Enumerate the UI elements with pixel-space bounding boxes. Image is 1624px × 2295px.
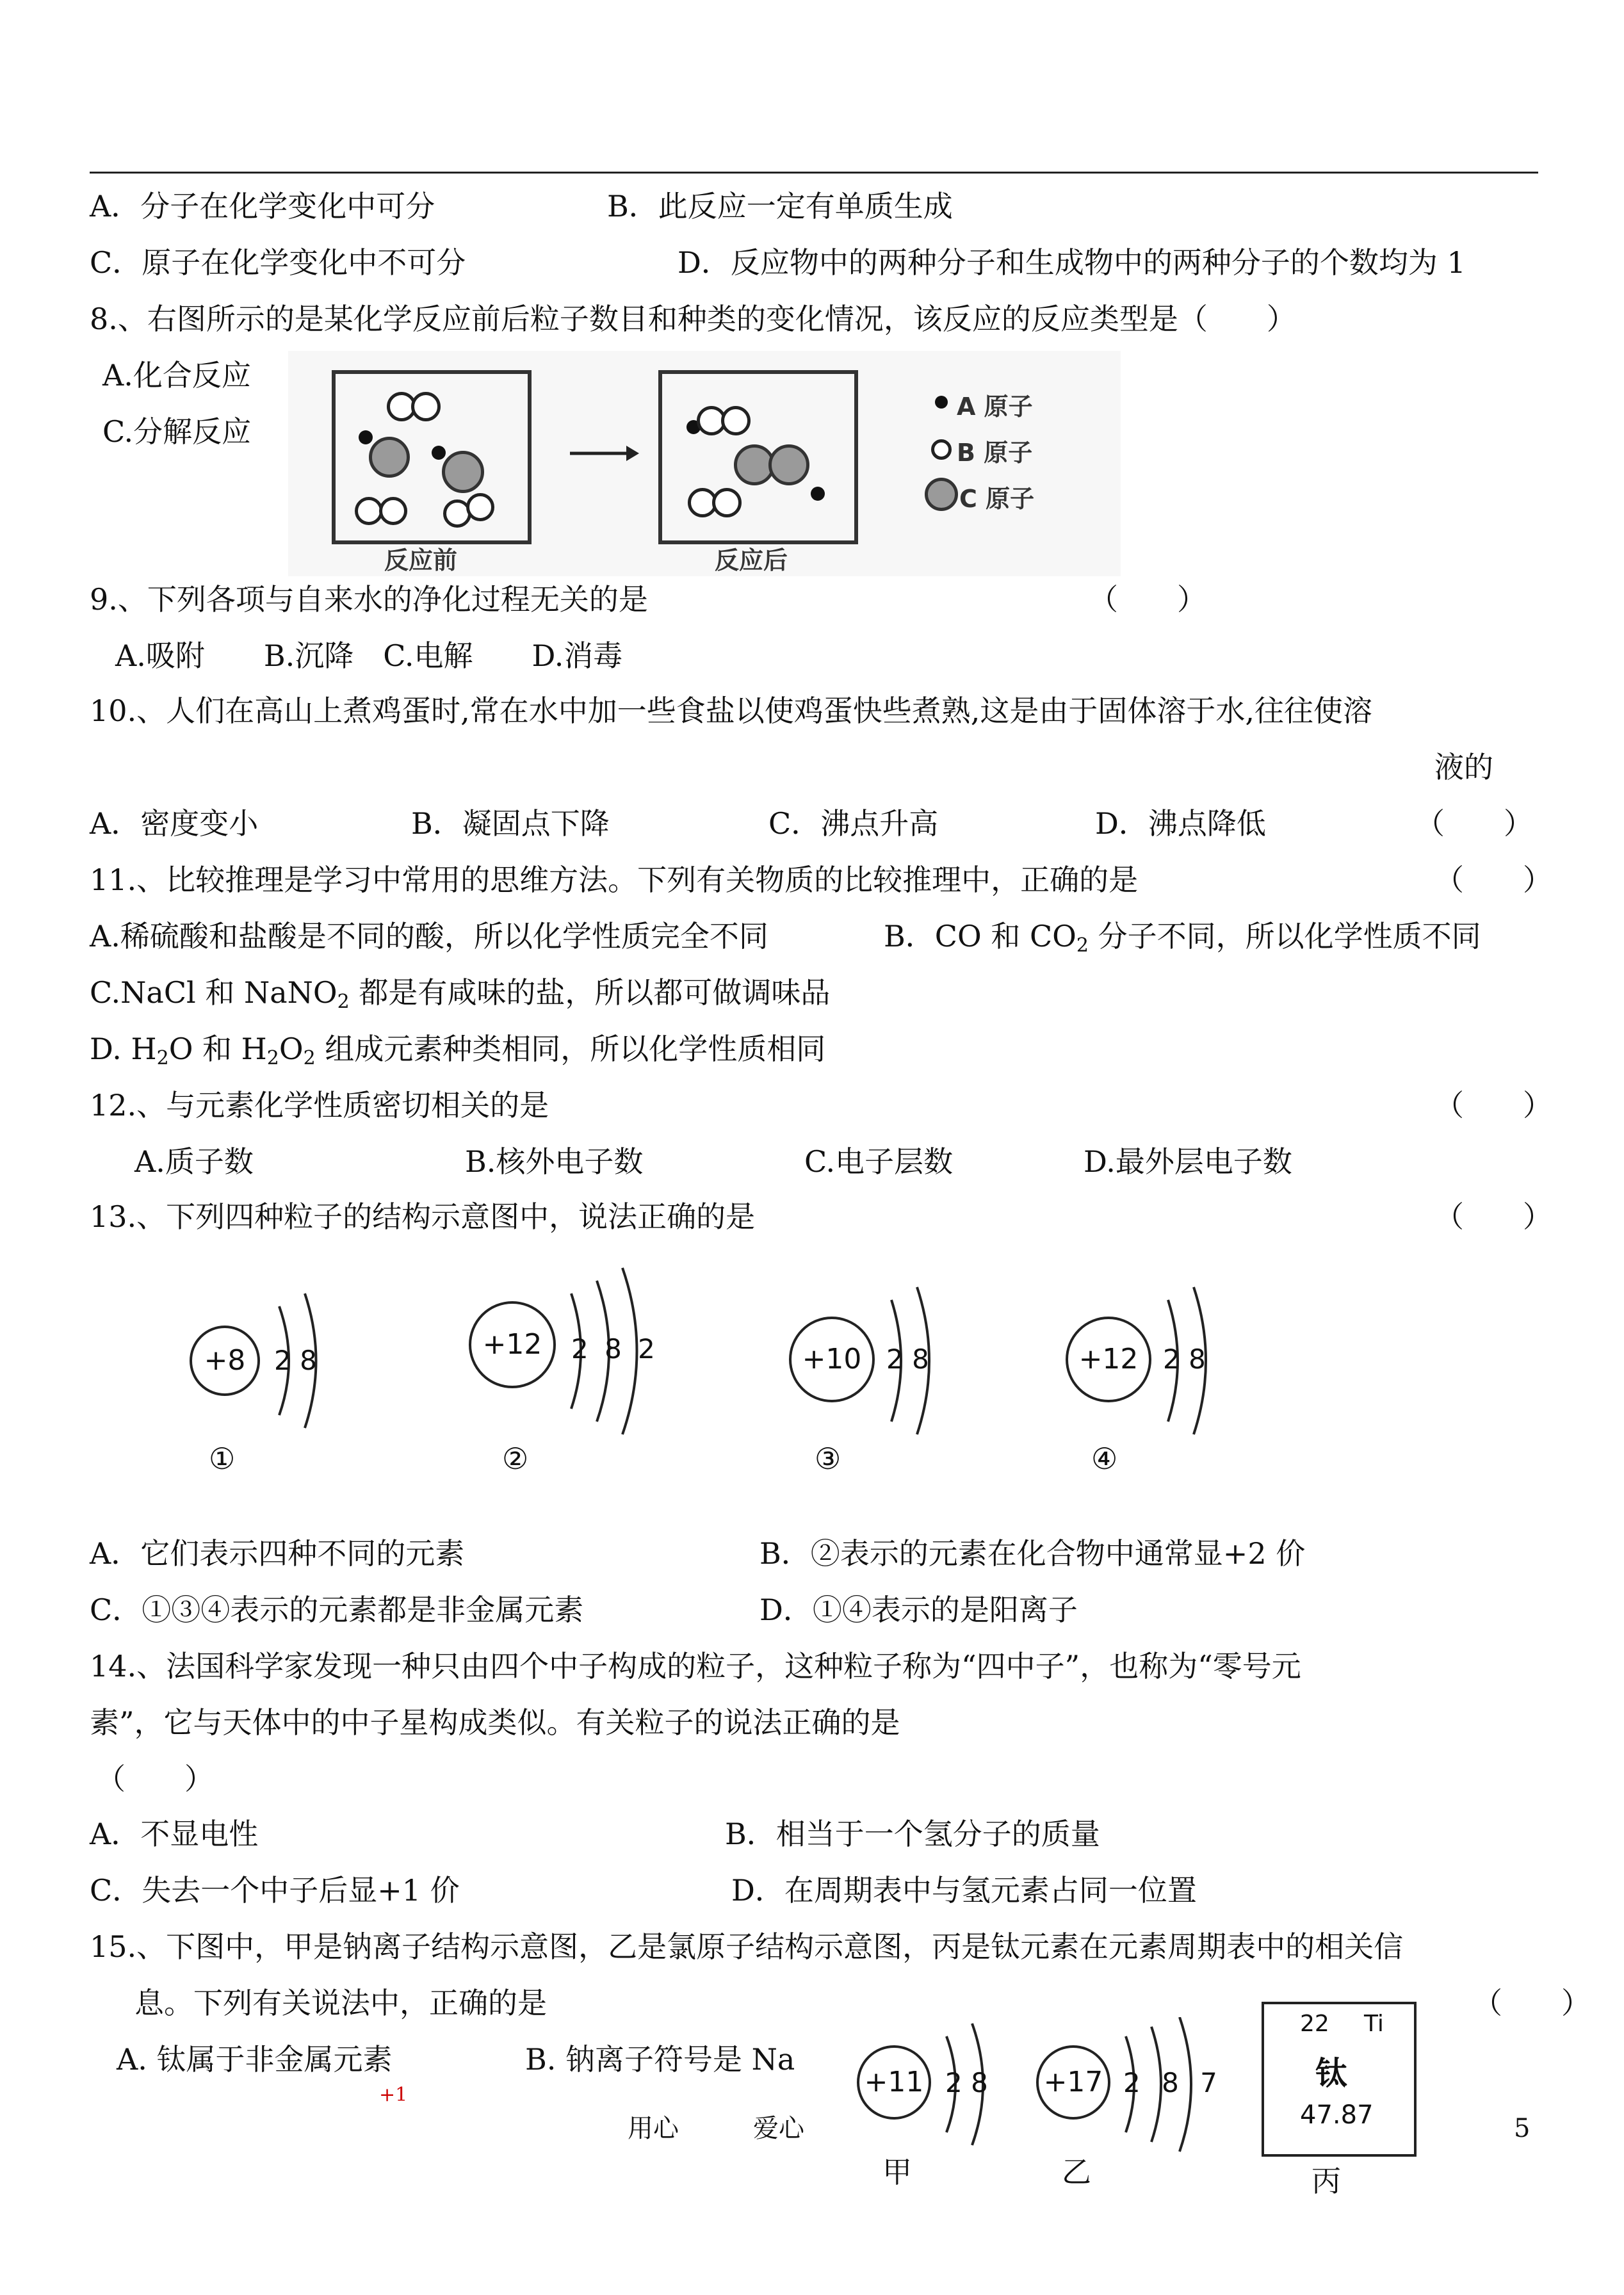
c-atom xyxy=(442,451,484,493)
q12-bracket: （ ） xyxy=(1434,1088,1552,1123)
atom-number: ④ xyxy=(1091,1441,1118,1476)
reaction-arrow-icon xyxy=(570,441,640,466)
q14-option-c: C．失去一个中子后显+1 价 xyxy=(90,1873,460,1908)
jia-label: 甲 xyxy=(882,2155,912,2189)
q14-stem-line1: 14.、法国科学家发现一种只由四个中子构成的粒子，这种粒子称为“四中子”，也称为“零号元 xyxy=(90,1649,1301,1683)
atom-diagram-1 xyxy=(190,1281,382,1476)
q15-bracket: （ ） xyxy=(1473,1986,1591,2020)
b-atom xyxy=(379,497,407,525)
after-box xyxy=(658,370,858,544)
page-number: 5 xyxy=(1514,2114,1531,2143)
atom-number: ③ xyxy=(815,1441,841,1476)
a-atom xyxy=(811,487,825,501)
element-name: 钛 xyxy=(1315,2055,1347,2092)
footer-right: 爱心 xyxy=(753,2114,804,2143)
nucleus: +12 xyxy=(1066,1317,1151,1402)
atom-diagram-2 xyxy=(469,1261,699,1476)
q12-option-c: C.电子层数 xyxy=(804,1144,954,1179)
atom-diagram-4 xyxy=(1066,1274,1258,1476)
q9-bracket: （ ） xyxy=(1089,582,1206,617)
q11-option-a: A.稀硫酸和盐酸是不同的酸，所以化学性质完全不同 xyxy=(90,919,768,953)
b-atom xyxy=(466,493,494,521)
q11-option-b: B．CO 和 $CO_2$ 分子不同，所以化学性质不同 xyxy=(884,919,1481,957)
q10-bracket: （ ） xyxy=(1415,806,1533,841)
q15-stem-line1: 15.、下图中，甲是钠离子结构示意图，乙是氯原子结构示意图，丙是钛元素在元素周期表中的相关信 xyxy=(90,1929,1404,1964)
chlorine-atom-diagram xyxy=(1036,2017,1254,2189)
q10-stem-cont: 液的 xyxy=(1434,750,1493,784)
na-charge-superscript: +1 xyxy=(379,2084,408,2106)
q8-option-c: C.分解反应 xyxy=(102,414,252,449)
b-atom xyxy=(712,488,742,517)
q10-option-a: A．密度变小 xyxy=(90,806,259,841)
q14-option-a: A．不显电性 xyxy=(90,1817,259,1851)
q7-option-c: C．原子在化学变化中不可分 xyxy=(90,245,466,280)
nucleus: +12 xyxy=(469,1301,556,1388)
legend-a-icon xyxy=(935,396,948,409)
q12-option-b: B.核外电子数 xyxy=(465,1144,644,1179)
c-atom xyxy=(768,444,809,485)
legend-c-label: C 原子 xyxy=(959,485,1035,513)
shell-numbers: 2 8 xyxy=(886,1343,929,1375)
yi-label: 乙 xyxy=(1062,2155,1091,2189)
q11-option-d: D. $H_2O$ 和 $H_2O_2$ 组成元素种类相同，所以化学性质相同 xyxy=(90,1032,826,1069)
q14-stem-line2: 素”，它与天体中的中子星构成类似。有关粒子的说法正确的是 xyxy=(90,1705,900,1740)
shell-numbers: 2 8 2 xyxy=(571,1333,659,1365)
atom-diagram-3 xyxy=(789,1274,981,1476)
q13-bracket: （ ） xyxy=(1434,1199,1552,1234)
atom-number: ① xyxy=(209,1441,236,1476)
q7-option-b: B．此反应一定有单质生成 xyxy=(607,189,953,223)
shell-numbers: 2 8 xyxy=(1163,1343,1206,1375)
q13-stem: 13.、下列四种粒子的结构示意图中，说法正确的是 xyxy=(90,1199,756,1234)
q10-option-d: D．沸点降低 xyxy=(1095,806,1266,841)
q14-option-b: B．相当于一个氢分子的质量 xyxy=(725,1817,1100,1851)
nucleus: +8 xyxy=(190,1326,260,1396)
q13-option-a: A．它们表示四种不同的元素 xyxy=(90,1536,465,1571)
after-label: 反应后 xyxy=(715,546,788,574)
element-symbol: Ti xyxy=(1364,2011,1384,2037)
legend-a-label: A 原子 xyxy=(957,393,1033,421)
a-atom xyxy=(359,430,373,444)
c-atom xyxy=(369,437,410,478)
header-rule xyxy=(90,172,1538,174)
q10-option-b: B．凝固点下降 xyxy=(411,806,610,841)
q13-option-c: C．①③④表示的元素都是非金属元素 xyxy=(90,1593,584,1627)
q7-option-a: A．分子在化学变化中可分 xyxy=(90,189,435,223)
q9-options: A.吸附 B.沉降 C.电解 D.消毒 xyxy=(115,638,623,673)
q15-option-b: B. 钠离子符号是 Na xyxy=(525,2042,795,2077)
electron-shells-icon xyxy=(254,1281,382,1441)
reaction-figure xyxy=(288,351,1121,576)
q15-stem-line2: 息。下列有关说法中，正确的是 xyxy=(134,1986,547,2020)
titanium-periodic-cell xyxy=(1262,2002,1417,2157)
legend-b-label: B 原子 xyxy=(957,439,1033,467)
sodium-ion-diagram xyxy=(857,2017,1049,2189)
q8-stem: 8.、右图所示的是某化学反应前后粒子数目和种类的变化情况，该反应的反应类型是（ ） xyxy=(90,302,1296,336)
nucleus: +17 xyxy=(1036,2045,1110,2120)
q10-stem: 10.、人们在高山上煮鸡蛋时,常在水中加一些食盐以使鸡蛋快些煮熟,这是由于固体溶于水,往往使溶 xyxy=(90,693,1373,728)
shell-numbers: 2 8 7 xyxy=(1123,2067,1224,2098)
atomic-number: 22 xyxy=(1300,2011,1329,2037)
q15-option-a: A. 钛属于非金属元素 xyxy=(117,2042,393,2077)
a-atom xyxy=(432,446,446,460)
q14-option-d: D．在周期表中与氢元素占同一位置 xyxy=(731,1873,1197,1908)
b-atom xyxy=(721,406,751,435)
atom-number: ② xyxy=(502,1441,529,1476)
bing-label: 丙 xyxy=(1311,2164,1341,2198)
q8-option-a: A.化合反应 xyxy=(102,358,251,393)
footer-left: 用心 xyxy=(628,2114,679,2143)
q14-bracket: （ ） xyxy=(96,1762,214,1796)
q12-stem: 12.、与元素化学性质密切相关的是 xyxy=(90,1088,549,1123)
q11-bracket: （ ） xyxy=(1434,863,1552,897)
q12-option-a: A.质子数 xyxy=(134,1144,254,1179)
nucleus: +10 xyxy=(789,1317,875,1402)
atomic-mass: 47.87 xyxy=(1300,2100,1374,2130)
q10-option-c: C．沸点升高 xyxy=(768,806,939,841)
before-label: 反应前 xyxy=(384,546,458,574)
nucleus: +11 xyxy=(857,2045,931,2120)
before-box xyxy=(332,370,532,544)
q13-option-b: B．②表示的元素在化合物中通常显+2 价 xyxy=(759,1536,1306,1571)
q11-option-c: C.NaCl 和 NaNO$_2$ 都是有咸味的盐，所以都可做调味品 xyxy=(90,975,831,1013)
q9-stem: 9.、下列各项与自来水的净化过程无关的是 xyxy=(90,582,648,617)
q13-option-d: D．①④表示的是阳离子 xyxy=(759,1593,1078,1627)
shell-numbers: 2 8 xyxy=(274,1345,317,1376)
q11-stem: 11.、比较推理是学习中常用的思维方法。下列有关物质的比较推理中，正确的是 xyxy=(90,863,1139,897)
q7-option-d: D．反应物中的两种分子和生成物中的两种分子的个数均为 1 xyxy=(678,245,1466,280)
legend-c-icon xyxy=(925,478,958,511)
q12-option-d: D.最外层电子数 xyxy=(1084,1144,1292,1179)
b-atom xyxy=(411,392,441,421)
legend-b-icon xyxy=(931,439,952,460)
shell-numbers: 2 8 xyxy=(945,2067,988,2098)
